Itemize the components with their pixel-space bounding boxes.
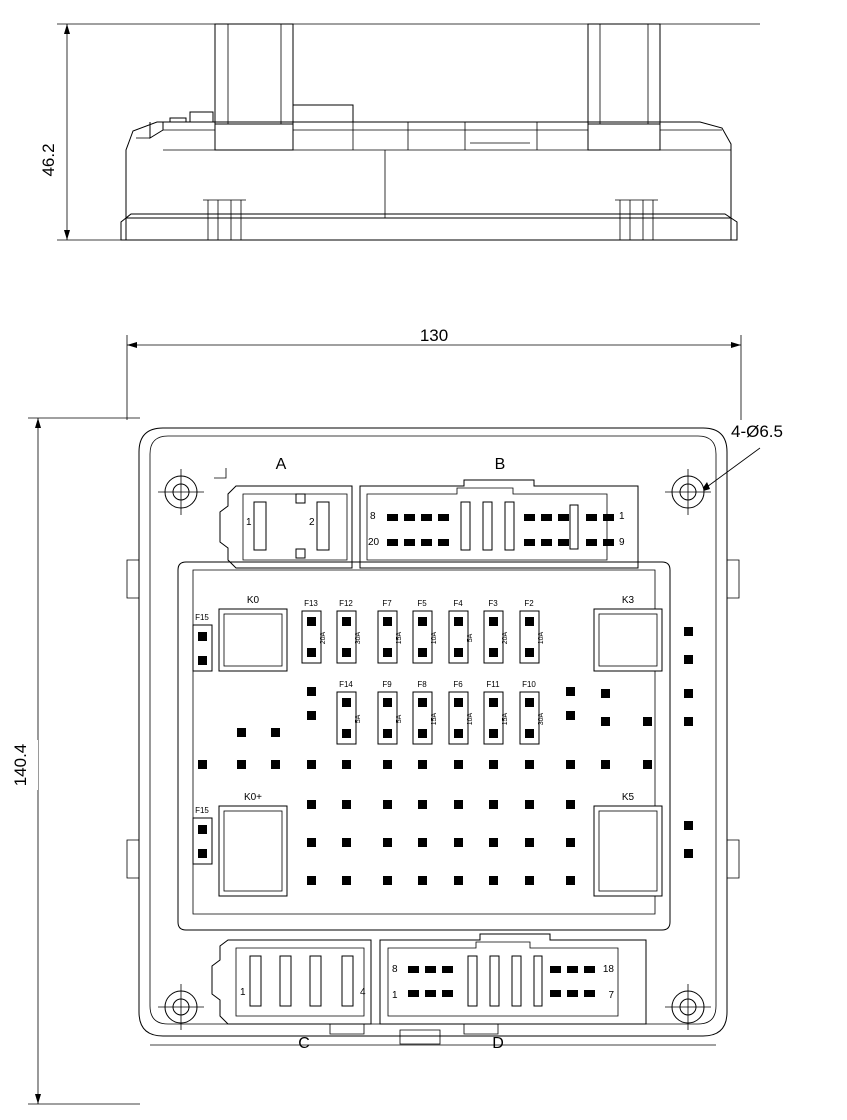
side-tab-c xyxy=(293,105,353,122)
fuse-f13-pad-2 xyxy=(307,648,316,657)
relay-k3-inner xyxy=(599,614,657,666)
terminal-pad xyxy=(383,760,392,769)
connector-c-slot-1 xyxy=(250,956,261,1006)
side-connector-base-left xyxy=(215,124,293,150)
terminal-pad xyxy=(271,760,280,769)
connector-d-pad xyxy=(567,990,578,997)
relay-k5-label: K5 xyxy=(621,792,635,803)
fuse-f8-pad-1 xyxy=(418,698,427,707)
dim-arrow-up xyxy=(64,24,70,34)
terminal-pad xyxy=(383,800,392,809)
terminal-pad xyxy=(307,800,316,809)
connector-d-center-slot-2 xyxy=(490,956,499,1006)
terminal-pad xyxy=(454,760,463,769)
connector-b-pin-9-label: 9 xyxy=(619,537,625,548)
connector-a-label: A xyxy=(275,456,287,473)
terminal-pad xyxy=(684,689,693,698)
terminal-pad xyxy=(684,821,693,830)
side-tab-a xyxy=(170,118,186,122)
fuse-f6-pad-2 xyxy=(454,729,463,738)
dim-arrow-down-1404 xyxy=(35,1094,41,1104)
fuse-f7-label: F7 xyxy=(382,599,392,608)
relays xyxy=(219,595,662,896)
connector-b-pad xyxy=(387,514,398,521)
side-fuses xyxy=(193,613,212,864)
fuse-f15-bottom-label: F15 xyxy=(195,806,209,815)
hole-note-label: 4-Ø6.5 xyxy=(731,422,783,441)
fuse-f3-label: F3 xyxy=(488,599,498,608)
side-connector-base-right xyxy=(588,124,660,150)
terminal-pad xyxy=(684,717,693,726)
flange-right-notch-1 xyxy=(727,560,739,598)
dim-height-side-label: 46.2 xyxy=(39,143,58,177)
relay-k0plus-inner xyxy=(224,811,282,891)
connector-b-pad xyxy=(541,514,552,521)
fuse-f10-rating: 30A xyxy=(538,712,545,726)
connector-b-outline xyxy=(360,480,638,568)
fuse-f13-rating: 20A xyxy=(320,631,327,645)
flange-left-notch-2 xyxy=(127,840,139,878)
terminal-pad xyxy=(237,760,246,769)
fuse-f4-pad-2 xyxy=(454,648,463,657)
terminal-pad xyxy=(601,717,610,726)
connector-d-inner xyxy=(388,942,618,1016)
terminal-pad xyxy=(383,876,392,885)
terminal-pad xyxy=(383,838,392,847)
dim-arrow-down xyxy=(64,230,70,240)
terminal-pad xyxy=(489,876,498,885)
terminal-pad xyxy=(307,687,316,696)
top-outer-outline xyxy=(139,428,727,1036)
connector-d-slot-right xyxy=(534,956,542,1006)
connector-a-pin-2-slot xyxy=(317,502,329,550)
connector-a-pin-2-label: 2 xyxy=(309,517,315,528)
connector-b-pad xyxy=(586,514,597,521)
fuse-f9-pad-1 xyxy=(383,698,392,707)
terminal-pad xyxy=(525,800,534,809)
terminal-pad xyxy=(307,711,316,720)
connector-d-pad xyxy=(408,966,419,973)
terminal-pad xyxy=(342,876,351,885)
terminal-pad xyxy=(684,627,693,636)
hole-leader-line xyxy=(700,448,760,492)
connector-b-pin-1-label: 1 xyxy=(619,511,625,522)
fuse-f5-rating: 10A xyxy=(431,631,438,645)
terminal-pad xyxy=(342,838,351,847)
fuse-f12-rating: 30A xyxy=(355,631,362,645)
connector-c-slot-3 xyxy=(310,956,321,1006)
fuse-f15-top-pad-2 xyxy=(198,656,207,665)
terminal-pad xyxy=(307,838,316,847)
relay-k5-inner xyxy=(599,811,657,891)
dim-arrow-right-130 xyxy=(731,342,741,348)
fuse-row-2 xyxy=(337,680,545,744)
connector-a-key-bottom xyxy=(296,549,305,558)
connector-b-pad xyxy=(438,539,449,546)
terminal-pad xyxy=(418,760,427,769)
connector-b-pad xyxy=(558,514,569,521)
connector-d xyxy=(380,934,646,1052)
fuse-f7-pad-1 xyxy=(383,617,392,626)
connector-b-pad xyxy=(541,539,552,546)
connector-d-pad xyxy=(584,966,595,973)
housing-tab-bottom xyxy=(400,1030,440,1044)
mounting-holes xyxy=(158,469,711,1030)
fuse-f5-label: F5 xyxy=(417,599,427,608)
connector-b-right-slot xyxy=(570,505,578,549)
fuse-f15-bottom-pad-2 xyxy=(198,849,207,858)
terminal-pad xyxy=(566,800,575,809)
connector-d-pin-1-label: 1 xyxy=(392,990,398,1001)
fuse-f10-pad-2 xyxy=(525,729,534,738)
terminal-pad xyxy=(454,876,463,885)
connector-b-pad xyxy=(421,539,432,546)
fuse-f2-rating: 10A xyxy=(538,631,545,645)
fuse-f8-rating: 15A xyxy=(431,712,438,726)
fuse-f14-label: F14 xyxy=(339,680,353,689)
relay-k0-inner xyxy=(224,614,282,666)
terminal-pad xyxy=(643,717,652,726)
connector-d-label: D xyxy=(492,1035,504,1052)
terminal-pad xyxy=(418,800,427,809)
dim-height-top-label: 140.4 xyxy=(11,743,30,787)
fuse-f6-rating: 10A xyxy=(467,712,474,726)
fuse-f6-pad-1 xyxy=(454,698,463,707)
fuse-f3-pad-1 xyxy=(489,617,498,626)
relay-k0plus-label: K0+ xyxy=(243,792,263,803)
connector-d-pad xyxy=(408,990,419,997)
fuse-f3-pad-2 xyxy=(489,648,498,657)
relay-k0-label: K0 xyxy=(246,595,260,606)
terminal-pad xyxy=(418,876,427,885)
terminal-pad xyxy=(489,800,498,809)
fuse-f4-pad-1 xyxy=(454,617,463,626)
connector-d-pad xyxy=(425,990,436,997)
connector-b-pin-8-label: 8 xyxy=(370,511,376,522)
fuse-f13-pad-1 xyxy=(307,617,316,626)
side-body-outline xyxy=(126,122,731,240)
side-connector-stub-right xyxy=(588,24,660,124)
fuse-row-1 xyxy=(302,599,545,663)
connector-b-pad xyxy=(586,539,597,546)
fuse-f12-pad-2 xyxy=(342,648,351,657)
fuse-f10-pad-1 xyxy=(525,698,534,707)
fuse-f7-rating: 15A xyxy=(396,631,403,645)
fuse-f14-rating: 5A xyxy=(355,714,362,724)
connector-c-label: C xyxy=(298,1035,310,1052)
fuse-f11-pad-1 xyxy=(489,698,498,707)
connector-b-pad xyxy=(404,539,415,546)
connector-c-slot-2 xyxy=(280,956,291,1006)
terminal-pad xyxy=(566,838,575,847)
connector-c-pin-1-label: 1 xyxy=(240,987,246,998)
fuse-f15-top-pad-1 xyxy=(198,632,207,641)
terminal-pad xyxy=(525,838,534,847)
terminal-pad xyxy=(342,800,351,809)
terminal-pad xyxy=(307,876,316,885)
terminal-pad xyxy=(684,849,693,858)
terminal-pad xyxy=(342,760,351,769)
terminal-pad xyxy=(601,689,610,698)
top-view xyxy=(11,324,783,1104)
side-view xyxy=(39,24,760,240)
connector-b-pad xyxy=(421,514,432,521)
connector-c-pin-4-label: 4 xyxy=(360,987,366,998)
connector-a-pin-1-slot xyxy=(254,502,266,550)
fuse-f8-label: F8 xyxy=(417,680,427,689)
housing-notch-top-left xyxy=(214,468,226,478)
terminal-pad xyxy=(198,760,207,769)
connector-a xyxy=(220,456,352,568)
connector-a-outline xyxy=(220,486,352,568)
fuse-f11-label: F11 xyxy=(486,680,500,689)
top-outer-outline-inner xyxy=(150,436,716,1024)
fuse-f11-rating: 15A xyxy=(502,712,509,726)
connector-b-center-slot-3 xyxy=(505,502,514,550)
connector-b-label: B xyxy=(494,456,506,473)
connector-d-pad xyxy=(584,990,595,997)
fuse-f9-pad-2 xyxy=(383,729,392,738)
connector-d-center-slot-1 xyxy=(468,956,477,1006)
terminal-pad xyxy=(566,711,575,720)
terminal-pad xyxy=(566,687,575,696)
fuse-f9-label: F9 xyxy=(382,680,392,689)
terminal-pad xyxy=(454,800,463,809)
fuse-f4-rating: 5A xyxy=(467,633,474,643)
flange-left-notch-1 xyxy=(127,560,139,598)
connector-d-pad xyxy=(550,966,561,973)
connector-c-slot-4 xyxy=(342,956,353,1006)
fuse-f5-pad-1 xyxy=(418,617,427,626)
connector-d-pin-18-label: 18 xyxy=(602,964,614,975)
terminal-pad xyxy=(418,838,427,847)
connector-d-pad xyxy=(550,990,561,997)
terminal-pad xyxy=(566,876,575,885)
connector-b-pad xyxy=(438,514,449,521)
connector-b-pad xyxy=(404,514,415,521)
fuse-f14-pad-1 xyxy=(342,698,351,707)
flange-right-notch-2 xyxy=(727,840,739,878)
dim-arrow-left-130 xyxy=(127,342,137,348)
fuse-f15-top-label: F15 xyxy=(195,613,209,622)
fuse-f14-pad-2 xyxy=(342,729,351,738)
connector-d-center-slot-3 xyxy=(512,956,521,1006)
connector-b-pad xyxy=(558,539,569,546)
terminal-pad xyxy=(525,760,534,769)
fuse-f5-pad-2 xyxy=(418,648,427,657)
connector-d-pad xyxy=(567,966,578,973)
connector-d-pad xyxy=(425,966,436,973)
fuse-f11-pad-2 xyxy=(489,729,498,738)
connector-d-pad xyxy=(442,966,453,973)
terminal-pad xyxy=(271,728,280,737)
connector-b-pad xyxy=(524,539,535,546)
fuse-f12-pad-1 xyxy=(342,617,351,626)
terminal-pad xyxy=(489,838,498,847)
connector-d-pin-7-label: 7 xyxy=(608,990,614,1001)
relay-k3-label: K3 xyxy=(621,595,635,606)
fuse-f2-pad-2 xyxy=(525,648,534,657)
connector-b-pad xyxy=(387,539,398,546)
fuse-f3-rating: 20A xyxy=(502,631,509,645)
connector-d-pad xyxy=(442,990,453,997)
fuse-f8-pad-2 xyxy=(418,729,427,738)
fuse-f9-rating: 5A xyxy=(396,714,403,724)
terminal-pad xyxy=(684,655,693,664)
connector-c xyxy=(212,940,371,1052)
connector-b-pad xyxy=(603,539,614,546)
connector-a-key-top xyxy=(296,494,305,503)
connector-b-pin-20-label: 20 xyxy=(368,537,380,548)
terminal-pad xyxy=(525,876,534,885)
terminal-pad xyxy=(601,760,610,769)
connector-b-center-slot-1 xyxy=(461,502,470,550)
connector-d-pin-8-label: 8 xyxy=(392,964,398,975)
fuse-f15-bottom-pad-1 xyxy=(198,825,207,834)
fuse-f4-label: F4 xyxy=(453,599,463,608)
connector-b-pad xyxy=(524,514,535,521)
connector-b xyxy=(360,456,638,568)
terminal-pad xyxy=(489,760,498,769)
dim-arrow-up-1404 xyxy=(35,418,41,428)
housing-notch-bottom-2 xyxy=(464,1024,498,1034)
fuse-f13-label: F13 xyxy=(304,599,318,608)
terminal-pad xyxy=(307,760,316,769)
housing-notch-bottom-1 xyxy=(330,1024,364,1034)
connector-a-pin-1-label: 1 xyxy=(246,517,252,528)
connector-b-center-slot-2 xyxy=(483,502,492,550)
fuse-f2-pad-1 xyxy=(525,617,534,626)
side-tab-b xyxy=(190,112,213,122)
terminal-pad xyxy=(454,838,463,847)
connector-b-pad xyxy=(603,514,614,521)
terminal-pad xyxy=(566,760,575,769)
terminal-pad xyxy=(643,760,652,769)
fuse-f2-label: F2 xyxy=(524,599,534,608)
fuse-f6-label: F6 xyxy=(453,680,463,689)
fuse-f7-pad-2 xyxy=(383,648,392,657)
dim-width-top-label: 130 xyxy=(419,326,449,345)
fuse-f10-label: F10 xyxy=(522,680,536,689)
fuse-f12-label: F12 xyxy=(339,599,353,608)
terminal-pad xyxy=(237,728,246,737)
